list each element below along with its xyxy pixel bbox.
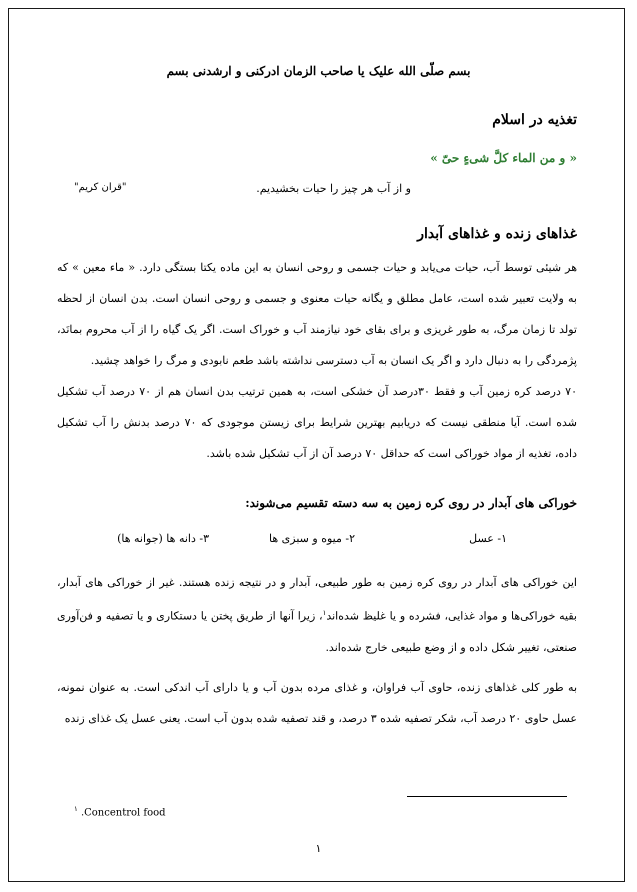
- footnote-reference: ۱: [322, 609, 327, 617]
- page-number: ۱: [315, 842, 322, 855]
- category-seeds-sprouts: ۳- دانه ها (جوانه ها): [117, 532, 209, 545]
- quran-verse: « و من الماء کلَّ شیءٍ حیّ »: [430, 151, 577, 165]
- main-heading: تغذیه در اسلام: [492, 112, 577, 128]
- paragraph-1: هر شیئی توسط آب، حیات می‌یابد و حیات جسمی و روحی انسان به این ماده یکتا بستگی دارد. « ماء معین » که به ولایت تعبیر شده است، عامل مطلق و یگانه حیات معنوی و جسمی و روحی انسان است. بدن انسان از لحظه تولد تا زمان مرگ، به طور غریزی و برای بقای خود نیازمند آب و خوراک است. اگر یک گیاه را از آب محروم بمانَد، پژمردگی را به دنبال دارد و اگر یک انسان به آب دسترسی نداشته باشد طعم نابودی و مرگ را خواهد چشید.: [57, 261, 577, 367]
- verse-source: "قران کریم": [74, 182, 127, 193]
- paragraph-3-text-a: این خوراکی های آبدار در روی کره زمین به طور طبیعی، آبدار و در نتیجه زنده هستند. غیر از خوراکی های آبدار، بقیه خوراکی‌ها و مواد غذایی، فشرده و یا غلیظ شده‌اند: [57, 576, 577, 623]
- invocation-line: بسم صلّی الله علیک یا صاحب الزمان ادرکنی و ارشدنی بسم: [166, 64, 471, 78]
- subsection-heading: خوراکی های آبدار در روی کره زمین به سه دسته تقسیم می‌شوند:: [245, 496, 577, 510]
- verse-translation: و از آب هر چیز را حیات بخشیدیم.: [256, 182, 411, 195]
- footnote-separator: [407, 796, 567, 797]
- paragraph-2: ۷۰ درصد کره زمین آب و فقط ۳۰درصد آن خشکی است، به همین ترتیب بدن انسان هم از ۷۰ درصد آب تشکیل شده است. آیا منطقی نیست که دریابیم بهترین شرایط برای زیستن موجودی که ۷۰ درصد بدنش را آب تشکیل داده، تغذیه از مواد خوراکی است که حداقل ۷۰ درصد آن از آب تشکیل شده باشد.: [57, 385, 577, 460]
- category-honey: ۱- عسل: [469, 532, 507, 545]
- category-fruits-vegetables: ۲- میوه و سبزی ها: [269, 532, 355, 545]
- paragraph-3: [57, 567, 577, 663]
- footnote-text: .Concentrol food: [80, 807, 166, 819]
- paragraph-3-text-b: ، زیرا آنها از طریق پختن یا دستکاری و یا تصفیه و فن‌آوری صنعتی، تغییر شکل داده و از وضع طبیعی خارج شده‌اند.: [57, 609, 577, 654]
- footnote: [74, 805, 166, 818]
- section-heading: غذاهای زنده و غذاهای آبدار: [417, 226, 577, 242]
- paragraph-4: به طور کلی غذاهای زنده، حاوی آب فراوان، و غذای مرده بدون آب و یا دارای آب اندکی است. به عنوان نمونه، عسل حاوی ۲۰ درصد آب، شکر تصفیه شده ۳ درصد، و قند تصفیه شده بدون آب است. یعنی عسل یک غذای زنده: [57, 681, 577, 725]
- footnote-number: ۱: [74, 805, 78, 813]
